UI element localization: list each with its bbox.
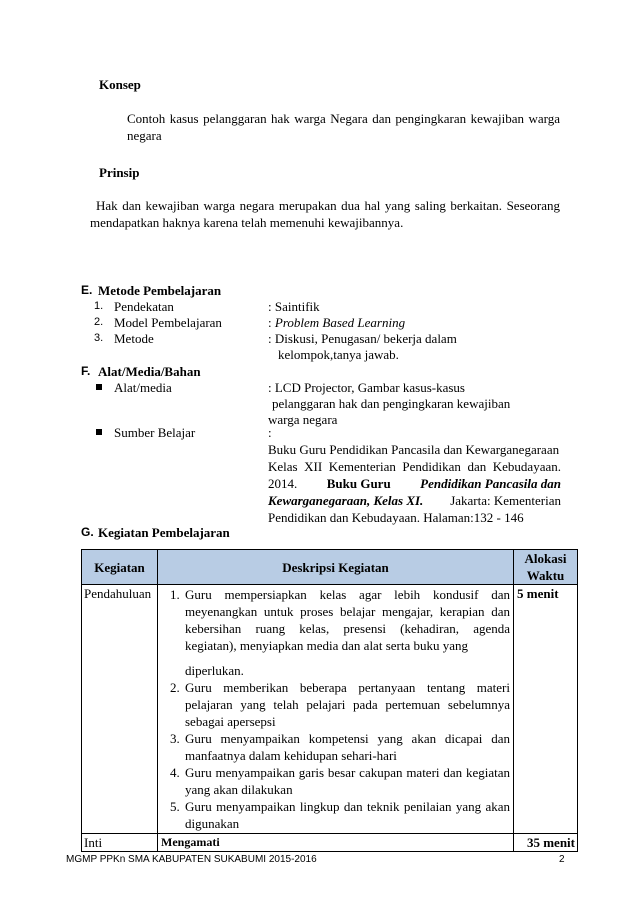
cell-deskripsi: Mengamati [158,834,514,852]
cell-kegiatan: Inti [82,834,158,852]
kegiatan-table [81,549,578,852]
list-item [183,679,510,730]
step-text: Guru memberikan beberapa pertanyaan tentang materi pelajaran yang telah pelajari pada pertemuan sebelumnya sebagai apersepsi [185,680,510,729]
step-text: Guru menyampaikan lingkup dan teknik penilaian yang akan digunakan [185,799,510,831]
metode-value-1: : Saintifik [268,299,320,314]
cell-waktu: 35 menit [514,834,578,852]
list-item [183,586,510,679]
section-e-title: Metode Pembelajaran [98,283,222,298]
sumber-label: Sumber Belajar [114,425,196,440]
prinsip-heading: Prinsip [99,165,140,180]
header-alokasi: Alokasi Waktu [514,550,578,585]
konsep-heading: Konsep [99,77,141,92]
metode-value-2 [268,314,405,331]
sumber-line-4a: Kewarganegaraan, Kelas XI. [268,493,424,508]
table-row [82,585,578,834]
metode-label-3: Metode [114,331,154,346]
prinsip-text: Hak dan kewajiban warga negara merupakan dua hal yang saling berkaitan. Seseorang mendapatkan haknya karena telah memenuhi kewajibannya. [90,198,560,230]
sumber-line-1: Buku Guru Pendidikan Pancasila dan Kewarganegaraan [268,442,560,457]
section-g-letter: G. [81,525,94,539]
cell-deskripsi [158,585,514,834]
step-text: Guru menyampaikan garis besar cakupan materi dan kegiatan yang akan dilakukan [185,765,510,797]
sumber-line-5: Pendidikan dan Kebudayaan. Halaman:132 - 146 [268,510,524,525]
sumber-line-3c: Pendidikan Pancasila dan [420,476,561,491]
footer-text: MGMP PPKn SMA KABUPATEN SUKABUMI 2015-2016 [66,854,317,865]
sumber-line-3b: Buku Guru [326,476,391,491]
table-header-row [82,550,578,585]
alat-label: Alat/media [114,380,172,395]
header-kegiatan: Kegiatan [82,550,158,585]
alat-value-1: : LCD Projector, Gambar kasus-kasus [268,380,465,395]
metode-value-3: : Diskusi, Penugasan/ bekerja dalam [268,331,457,346]
sumber-belajar-text [268,441,561,526]
list-item [183,730,510,764]
steps-list [161,586,510,832]
section-f-title: Alat/Media/Bahan [98,364,201,379]
bullet-square-icon [96,384,102,390]
metode-value-3b: kelompok,tanya jawab. [278,347,399,362]
cell-kegiatan: Pendahuluan [82,585,158,834]
konsep-text: Contoh kasus pelanggaran hak warga Negara dan pengingkaran kewajiban warga negara [127,111,560,143]
step-text: Guru mempersiapkan kelas agar lebih kondusif dan meyenangkan untuk proses belajar mengajar, kerapian dan kebersihan ruang kelas, presensi (kehadiran, agenda kegiatan), menyiapkan media dan alat serta buku yang [185,587,510,653]
sumber-line-3a: 2014. [268,476,298,491]
step-text: Guru menyampaikan kompetensi yang akan dicapai dan manfaatnya dalam kehidupan sehari-hari [185,731,510,763]
metode-value-2-italic: Problem Based Learning [274,315,406,330]
metode-num-2: 2. [94,316,104,328]
metode-label-2: Model Pembelajaran [114,315,222,330]
bullet-square-icon [96,429,102,435]
list-item [183,798,510,832]
metode-num-1: 1. [94,300,104,312]
metode-num-3: 3. [94,332,104,344]
sumber-line-2: Kelas XII Kementerian Pendidikan dan Kebudayaan. [268,459,561,474]
alat-value-2: pelanggaran hak dan pengingkaran kewajiban [272,396,511,411]
header-deskripsi: Deskripsi Kegiatan [158,550,514,585]
table-row [82,834,578,852]
section-f-letter: F. [81,364,91,378]
metode-value-2-prefix: : [268,315,275,330]
step-text-continued: diperlukan. [185,663,244,678]
page-number: 2 [559,854,565,865]
alat-value-3: warga negara [268,412,338,427]
metode-label-1: Pendekatan [114,299,174,314]
section-g-title: Kegiatan Pembelajaran [98,525,230,540]
sumber-line-4b: Jakarta: Kementerian [450,493,561,508]
sumber-colon: : [268,425,272,440]
list-item [183,764,510,798]
section-e-letter: E. [81,283,93,297]
cell-waktu: 5 menit [514,585,578,834]
